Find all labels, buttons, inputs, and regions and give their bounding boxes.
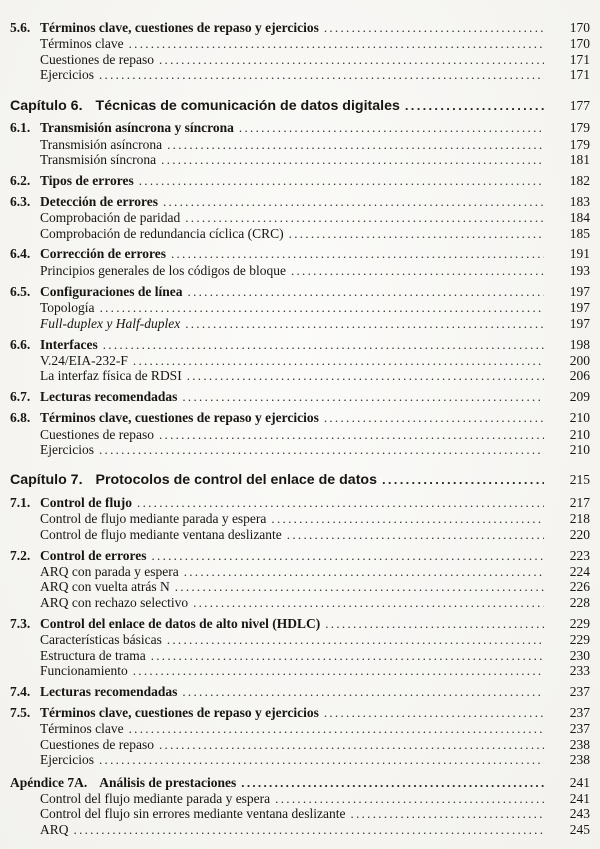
entry-title: Estructura de trama xyxy=(40,647,146,663)
toc-entry-section xyxy=(10,495,590,510)
entry-title: Ejercicios xyxy=(40,441,94,457)
toc-entry-section xyxy=(10,410,590,425)
dot-leader xyxy=(193,595,544,610)
entry-number: 7.3. xyxy=(10,615,31,631)
toc-entry-sub xyxy=(10,752,590,767)
entry-title: Control de flujo mediante ventana deslizante xyxy=(40,526,282,542)
entry-number: 7.2. xyxy=(10,547,31,563)
dot-leader xyxy=(99,442,544,457)
entry-title: Principios generales de los códigos de bloque xyxy=(40,262,286,278)
entry-page-number: 229 xyxy=(569,632,590,648)
entry-page-number: 193 xyxy=(569,262,590,278)
entry-page-number: 230 xyxy=(569,647,590,663)
toc-entry-sub xyxy=(10,368,590,383)
toc-entry-sub xyxy=(10,300,590,315)
entry-title: ARQ con parada y espera xyxy=(40,563,179,579)
dot-leader xyxy=(405,97,544,115)
entry-page-number: 226 xyxy=(569,579,590,595)
entry-page-number: 209 xyxy=(569,389,590,405)
entry-page-number: 184 xyxy=(569,210,590,226)
entry-title: Términos clave, cuestiones de repaso y ejercicios xyxy=(40,20,319,35)
entry-title: Interfaces xyxy=(40,336,98,352)
entry-title: Lecturas recomendadas xyxy=(40,389,178,405)
entry-title: Control del flujo sin errores mediante ventana deslizante xyxy=(40,806,346,822)
entry-page-number: 215 xyxy=(569,472,590,488)
entry-title: Términos clave, cuestiones de repaso y ejercicios xyxy=(40,410,319,426)
entry-page-number: 210 xyxy=(569,426,590,442)
entry-page-number: 233 xyxy=(569,662,590,678)
dot-leader xyxy=(182,389,544,404)
dot-leader xyxy=(129,36,544,51)
entry-page-number: 197 xyxy=(569,300,590,316)
entry-number: 5.6. xyxy=(10,20,31,35)
entry-number: 6.4. xyxy=(10,246,31,262)
dot-leader xyxy=(287,527,544,542)
entry-number: Capítulo 7. xyxy=(10,472,83,489)
table-of-contents xyxy=(10,20,590,837)
dot-leader xyxy=(159,737,544,752)
entry-number: 7.4. xyxy=(10,683,31,699)
toc-entry-section xyxy=(10,194,590,209)
entry-page-number: 220 xyxy=(569,526,590,542)
entry-number: Apéndice 7A. xyxy=(10,775,88,791)
entry-page-number: 237 xyxy=(569,721,590,737)
entry-title: Lecturas recomendadas xyxy=(40,683,178,699)
dot-leader xyxy=(239,120,544,135)
dot-leader xyxy=(151,648,544,663)
entry-title: Tipos de errores xyxy=(40,172,134,188)
entry-page-number: 228 xyxy=(569,594,590,610)
dot-leader xyxy=(382,471,544,489)
entry-page-number: 241 xyxy=(569,775,590,791)
toc-entry-section xyxy=(10,684,590,699)
entry-title: Cuestiones de repaso xyxy=(40,51,154,67)
entry-page-number: 170 xyxy=(569,36,590,52)
dot-leader xyxy=(324,410,544,425)
dot-leader xyxy=(133,353,544,368)
entry-page-number: 191 xyxy=(569,246,590,262)
entry-title: Ejercicios xyxy=(40,67,94,83)
entry-page-number: 197 xyxy=(569,315,590,331)
toc-entry-sub xyxy=(10,226,590,241)
dot-leader xyxy=(324,705,544,720)
toc-entry-sub xyxy=(10,137,590,152)
entry-number: 7.1. xyxy=(10,494,31,510)
entry-number: 6.1. xyxy=(10,120,31,136)
entry-title: Control de flujo xyxy=(40,494,133,510)
dot-leader xyxy=(324,20,544,35)
entry-page-number: 237 xyxy=(569,683,590,699)
toc-entry-section xyxy=(10,548,590,563)
entry-title: ARQ con rechazo selectivo xyxy=(40,594,189,610)
entry-page-number: 224 xyxy=(569,563,590,579)
dot-leader xyxy=(139,173,544,188)
toc-entry-sub xyxy=(10,791,590,806)
entry-title: Control de errores xyxy=(40,547,147,563)
entry-page-number: 245 xyxy=(569,821,590,837)
entry-title: Transmisión síncrona xyxy=(40,151,157,167)
entry-title: Comprobación de redundancia cíclica (CRC) xyxy=(40,225,284,241)
entry-page-number: 197 xyxy=(569,283,590,299)
dot-leader xyxy=(275,791,544,806)
entry-title: Control del flujo mediante parada y espera xyxy=(40,790,271,806)
dot-leader xyxy=(271,511,544,526)
toc-entry-sub xyxy=(10,427,590,442)
entry-title: Términos clave xyxy=(40,36,124,52)
entry-page-number: 170 xyxy=(569,20,590,35)
dot-leader xyxy=(167,632,544,647)
toc-entry-sub xyxy=(10,721,590,736)
dot-leader xyxy=(129,721,544,736)
dot-leader xyxy=(167,137,544,152)
toc-entry-section xyxy=(10,173,590,188)
entry-page-number: 229 xyxy=(569,615,590,631)
dot-leader xyxy=(159,427,544,442)
entry-page-number: 210 xyxy=(569,441,590,457)
toc-entry-sub xyxy=(10,511,590,526)
toc-entry-chapter xyxy=(10,97,590,115)
entry-page-number: 217 xyxy=(569,494,590,510)
entry-page-number: 179 xyxy=(569,120,590,136)
entry-title: Corrección de errores xyxy=(40,246,166,262)
entry-number: 6.3. xyxy=(10,193,31,209)
entry-title: ARQ xyxy=(40,821,69,837)
entry-page-number: 179 xyxy=(569,136,590,152)
toc-entry-sub xyxy=(10,316,590,331)
entry-page-number: 223 xyxy=(569,547,590,563)
toc-entry-sub xyxy=(10,263,590,278)
dot-leader xyxy=(185,316,544,331)
toc-entry-section xyxy=(10,120,590,135)
toc-entry-section xyxy=(10,337,590,352)
entry-title: Transmisión asíncrona xyxy=(40,136,163,152)
toc-entry-sub xyxy=(10,67,590,82)
dot-leader xyxy=(133,663,544,678)
entry-page-number: 198 xyxy=(569,336,590,352)
entry-title: Características básicas xyxy=(40,632,162,648)
dot-leader xyxy=(99,752,544,767)
toc-entry-sub xyxy=(10,663,590,678)
entry-number: 7.5. xyxy=(10,704,31,720)
entry-number: 6.7. xyxy=(10,389,31,405)
dot-leader xyxy=(99,67,544,82)
dot-leader xyxy=(103,337,544,352)
dot-leader xyxy=(184,564,544,579)
dot-leader xyxy=(151,548,544,563)
toc-entry-sub xyxy=(10,737,590,752)
entry-page-number: 238 xyxy=(569,751,590,767)
entry-number: 6.6. xyxy=(10,336,31,352)
entry-page-number: 182 xyxy=(569,172,590,188)
entry-number: 6.5. xyxy=(10,283,31,299)
entry-number: Capítulo 6. xyxy=(10,97,83,114)
dot-leader xyxy=(289,226,544,241)
toc-entry-sub xyxy=(10,632,590,647)
entry-page-number: 241 xyxy=(569,790,590,806)
toc-entry-sub xyxy=(10,152,590,167)
entry-title: Comprobación de paridad xyxy=(40,210,181,226)
toc-entry-appendix xyxy=(10,775,590,790)
entry-title: Términos clave, cuestiones de repaso y ejercicios xyxy=(40,704,319,720)
entry-title: Control del enlace de datos de alto nivel (HDLC) xyxy=(40,615,321,631)
dot-leader xyxy=(188,284,544,299)
dot-leader xyxy=(241,775,544,790)
dot-leader xyxy=(100,300,544,315)
dot-leader xyxy=(161,152,544,167)
entry-title: Topología xyxy=(40,300,95,316)
dot-leader xyxy=(325,616,544,631)
toc-entry-section xyxy=(10,20,590,35)
entry-page-number: 210 xyxy=(569,410,590,426)
toc-entry-sub xyxy=(10,648,590,663)
entry-page-number: 218 xyxy=(569,511,590,527)
entry-title: Configuraciones de línea xyxy=(40,283,183,299)
toc-entry-sub xyxy=(10,36,590,51)
toc-entry-sub xyxy=(10,564,590,579)
toc-entry-sub xyxy=(10,822,590,837)
entry-title: Cuestiones de repaso xyxy=(40,426,154,442)
dot-leader xyxy=(159,52,544,67)
toc-entry-section xyxy=(10,284,590,299)
toc-entry-section xyxy=(10,705,590,720)
toc-entry-sub xyxy=(10,52,590,67)
entry-page-number: 177 xyxy=(569,97,590,113)
entry-page-number: 237 xyxy=(569,704,590,720)
entry-title: Detección de errores xyxy=(40,193,158,209)
toc-entry-sub xyxy=(10,210,590,225)
entry-page-number: 185 xyxy=(569,225,590,241)
dot-leader xyxy=(74,822,544,837)
entry-title: Análisis de prestaciones xyxy=(99,775,237,791)
entry-page-number: 238 xyxy=(569,736,590,752)
entry-number: 6.2. xyxy=(10,172,31,188)
dot-leader xyxy=(182,684,544,699)
toc-entry-sub xyxy=(10,442,590,457)
entry-title: Funcionamiento xyxy=(40,662,128,678)
toc-entry-section xyxy=(10,616,590,631)
toc-entry-sub xyxy=(10,806,590,821)
entry-page-number: 200 xyxy=(569,352,590,368)
toc-entry-sub xyxy=(10,579,590,594)
entry-number: 6.8. xyxy=(10,410,31,426)
dot-leader xyxy=(171,246,544,261)
entry-page-number: 181 xyxy=(569,151,590,167)
entry-title: V.24/EIA-232-F xyxy=(40,352,128,368)
entry-title: Full-duplex y Half-duplex xyxy=(40,315,181,331)
toc-entry-sub xyxy=(10,527,590,542)
entry-page-number: 243 xyxy=(569,806,590,822)
toc-entry-chapter xyxy=(10,471,590,489)
toc-entry-sub xyxy=(10,595,590,610)
dot-leader xyxy=(175,579,544,594)
entry-page-number: 183 xyxy=(569,193,590,209)
dot-leader xyxy=(187,368,544,383)
entry-title: Transmisión asíncrona y síncrona xyxy=(40,120,234,136)
dot-leader xyxy=(163,194,544,209)
entry-title: Términos clave xyxy=(40,721,124,737)
dot-leader xyxy=(351,806,544,821)
entry-page-number: 206 xyxy=(569,368,590,384)
entry-page-number: 171 xyxy=(569,51,590,67)
entry-title: Control de flujo mediante parada y espera xyxy=(40,511,267,527)
dot-leader xyxy=(185,210,544,225)
dot-leader xyxy=(137,495,544,510)
toc-entry-sub xyxy=(10,353,590,368)
toc-entry-section xyxy=(10,246,590,261)
toc-entry-section xyxy=(10,389,590,404)
entry-title: Protocolos de control del enlace de datos xyxy=(95,472,377,489)
entry-title: La interfaz física de RDSI xyxy=(40,368,182,384)
entry-page-number: 171 xyxy=(569,67,590,83)
entry-title: ARQ con vuelta atrás N xyxy=(40,579,170,595)
dot-leader xyxy=(291,263,544,278)
entry-title: Ejercicios xyxy=(40,751,94,767)
entry-title: Cuestiones de repaso xyxy=(40,736,154,752)
entry-title: Técnicas de comunicación de datos digitales xyxy=(95,97,400,114)
